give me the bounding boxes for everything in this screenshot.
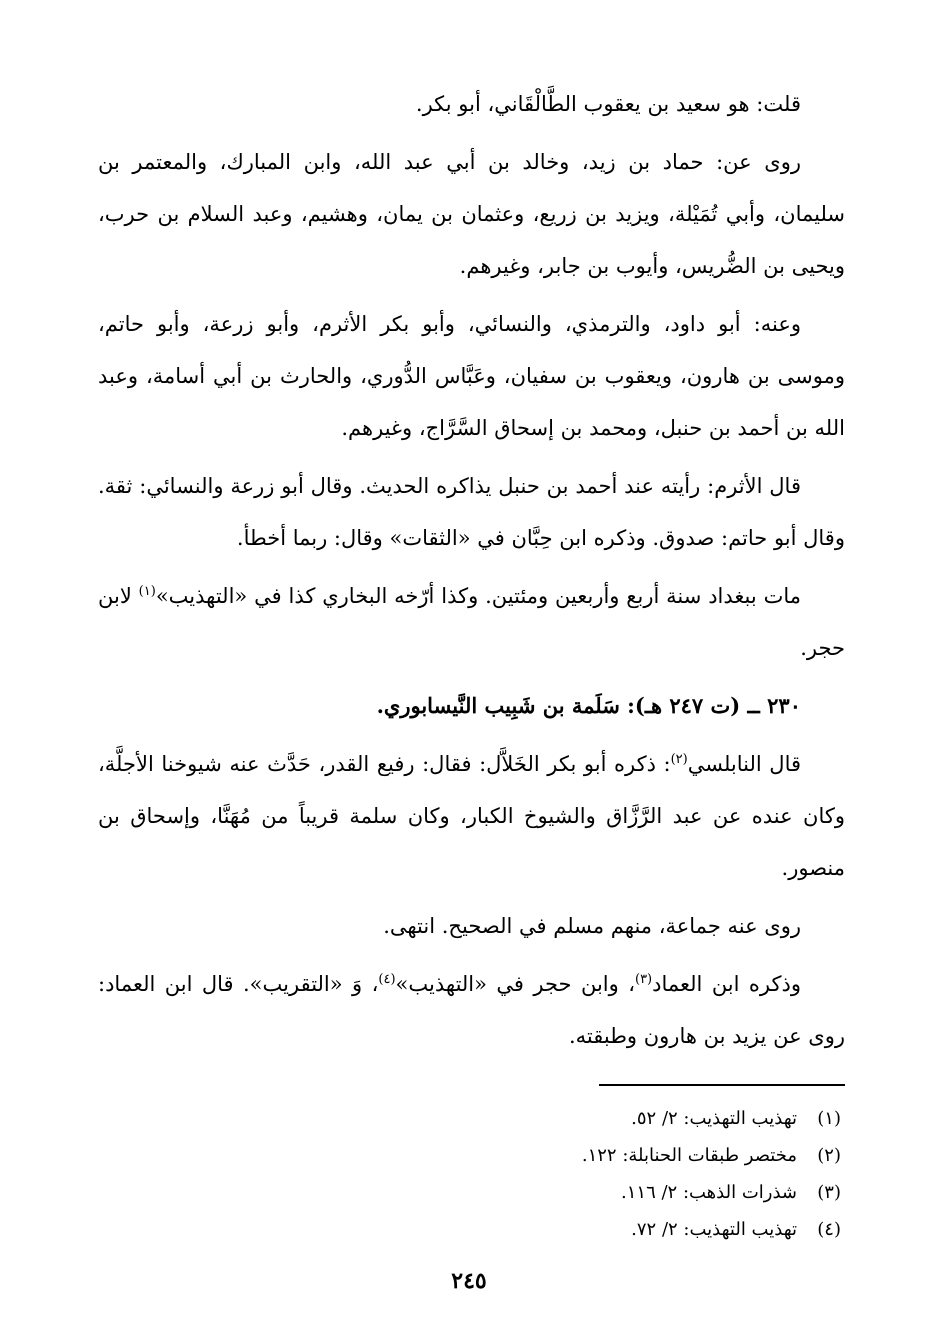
paragraph-mentioned-by	[98, 958, 845, 1062]
text-span: وذكره ابن العماد	[652, 972, 801, 996]
footnote-ref[interactable]: (٤)	[378, 972, 396, 987]
footnote-ref[interactable]: (٢)	[670, 752, 688, 767]
footnote-text: تهذيب التهذيب: ٢/ ٥٢.	[631, 1108, 797, 1129]
text-span: قال النابلسي	[687, 752, 802, 776]
footnote-text: مختصر طبقات الحنابلة: ١٢٢.	[581, 1145, 797, 1166]
paragraph-author-note: قلت: هو سعيد بن يعقوب الطَّالْقَاني، أبو بكر.	[415, 92, 801, 116]
footnote-number: (٤)	[817, 1219, 841, 1240]
footnote-number: (٣)	[817, 1182, 841, 1203]
footnote-number: (٢)	[817, 1145, 841, 1166]
paragraph-nabulsi	[98, 738, 845, 894]
paragraph-grading: قال الأثرم: رأيته عند أحمد بن حنبل يذاكره الحديث. وقال أبو زرعة والنسائي: ثقة. وقال أبو حاتم: صدوق. وذكره ابن حِبَّان في «الثقات» وقال: ربما أخطأ.	[98, 474, 845, 550]
footnote-item	[141, 1100, 841, 1137]
footnote-number: (١)	[817, 1108, 841, 1129]
footnote-item	[141, 1174, 841, 1211]
page-number: ٢٤٥	[451, 1268, 487, 1294]
paragraph-narrated-from: روى عن: حماد بن زيد، وخالد بن أبي عبد الله، وابن المبارك، والمعتمر بن سليمان، وأبي تُمَيْلة، ويزيد بن زريع، وعثمان بن يمان، وهشيم، وعبد السلام بن حرب، ويحيى بن الضُّريس، وأيوب بن جابر، وغيرهم.	[98, 150, 845, 278]
paragraph-narrated-by-group: روى عنه جماعة، منهم مسلم في الصحيح. انتهى.	[383, 914, 801, 938]
text-span: مات ببغداد سنة أربع وأربعين ومئتين. وكذا أرّخه البخاري كذا في «التهذيب»	[155, 584, 801, 608]
paragraph-narrated-by: وعنه: أبو داود، والترمذي، والنسائي، وأبو بكر الأثرم، وأبو زرعة، وأبو حاتم، وموسى بن هارون، ويعقوب بن سفيان، وعَبَّاس الدُّوري، والحارث بن أبي أسامة، وعبد الله بن أحمد بن حنبل، ومحمد بن إسحاق السَّرَّاج، وغيرهم.	[98, 312, 845, 440]
footnotes	[141, 1100, 841, 1248]
footnote-item	[141, 1211, 841, 1248]
footnote-ref[interactable]: (١)	[138, 584, 156, 599]
footnote-divider	[599, 1084, 845, 1086]
text-span: : ذكره أبو بكر الخَلاَّل: فقال: رفيع القدر، حَدَّث عنه شيوخنا الأجلَّة، وكان عنده عن عبد الرَّزَّاق والشيوخ الكبار، وكان سلمة قريباً من مُهَنَّا، وإسحاق بن منصور.	[98, 752, 845, 880]
main-text	[98, 78, 845, 1068]
paragraph-death	[98, 570, 845, 674]
footnote-text: تهذيب التهذيب: ٢/ ٧٢.	[631, 1219, 797, 1240]
text-span: ، وَ «التقريب». قال ابن العماد: روى عن يزيد بن هارون وطبقته.	[98, 972, 845, 1048]
footnote-item	[141, 1137, 841, 1174]
text-span: ، وابن حجر في «التهذيب»	[395, 972, 635, 996]
footnote-text: شذرات الذهب: ٢/ ١١٦.	[621, 1182, 797, 1203]
entry-heading: ٢٣٠ ــ (ت ٢٤٧ هـ): سَلَمة بن شَبِيب النَّيسابوري.	[376, 693, 801, 718]
footnote-ref[interactable]: (٣)	[634, 972, 653, 987]
text-span: لابن حجر.	[98, 584, 845, 660]
